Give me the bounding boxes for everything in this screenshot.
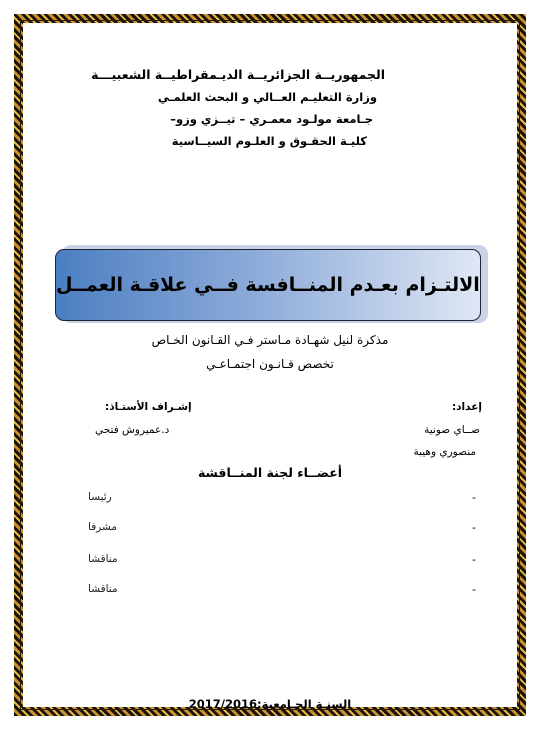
- committee-row: [0, 491, 540, 507]
- title-box: [55, 249, 481, 321]
- committee-role: مناقشا: [88, 583, 118, 595]
- thesis-title: الالتـزام بعـدم المنــافسة فــي علاقـة العمــل: [56, 274, 480, 296]
- thesis-specialty: تخصص قـانـون اجتمـاعـي: [206, 357, 334, 371]
- supervisor-name: د.عميروش فتحي: [95, 424, 170, 436]
- committee-row: [0, 553, 540, 569]
- committee-dash: -: [472, 553, 476, 566]
- supervision-label: إشـراف الأستـاذ:: [105, 401, 192, 413]
- institution-header: [85, 64, 385, 152]
- committee-role: رئيسا: [88, 491, 112, 503]
- academic-year: السنـة الجـامعية:2017/2016: [188, 697, 352, 711]
- committee-row: [0, 521, 540, 537]
- faculty-name: كليـة الحقـوق و العلـوم السيــاسية: [171, 134, 367, 148]
- committee-title: أعضــاء لجنة المنــاقشة: [197, 465, 343, 480]
- university-name: جـامعة مولـود معمـري – تيــزي وزو–: [170, 112, 373, 126]
- student-name: منصوري وهيبة: [413, 446, 476, 458]
- committee-role: مشرفا: [88, 521, 118, 533]
- thesis-purpose: مذكرة لنيل شهـادة مـاستر فـي القـانون الخـاص: [151, 333, 389, 347]
- preparation-label: إعداد:: [451, 401, 482, 413]
- ministry-name: وزارة التعليـم العــالي و البحث العلمـي: [157, 90, 377, 104]
- committee-role: مناقشا: [88, 553, 118, 565]
- committee-dash: -: [472, 491, 476, 504]
- committee-dash: -: [472, 521, 476, 534]
- committee-row: [0, 583, 540, 599]
- republic-name: الجمهوريــة الجزائريــة الديـمقراطيــة الشعبيـــة: [91, 67, 385, 82]
- student-name: صــاي صونية: [424, 424, 480, 436]
- committee-dash: -: [472, 583, 476, 596]
